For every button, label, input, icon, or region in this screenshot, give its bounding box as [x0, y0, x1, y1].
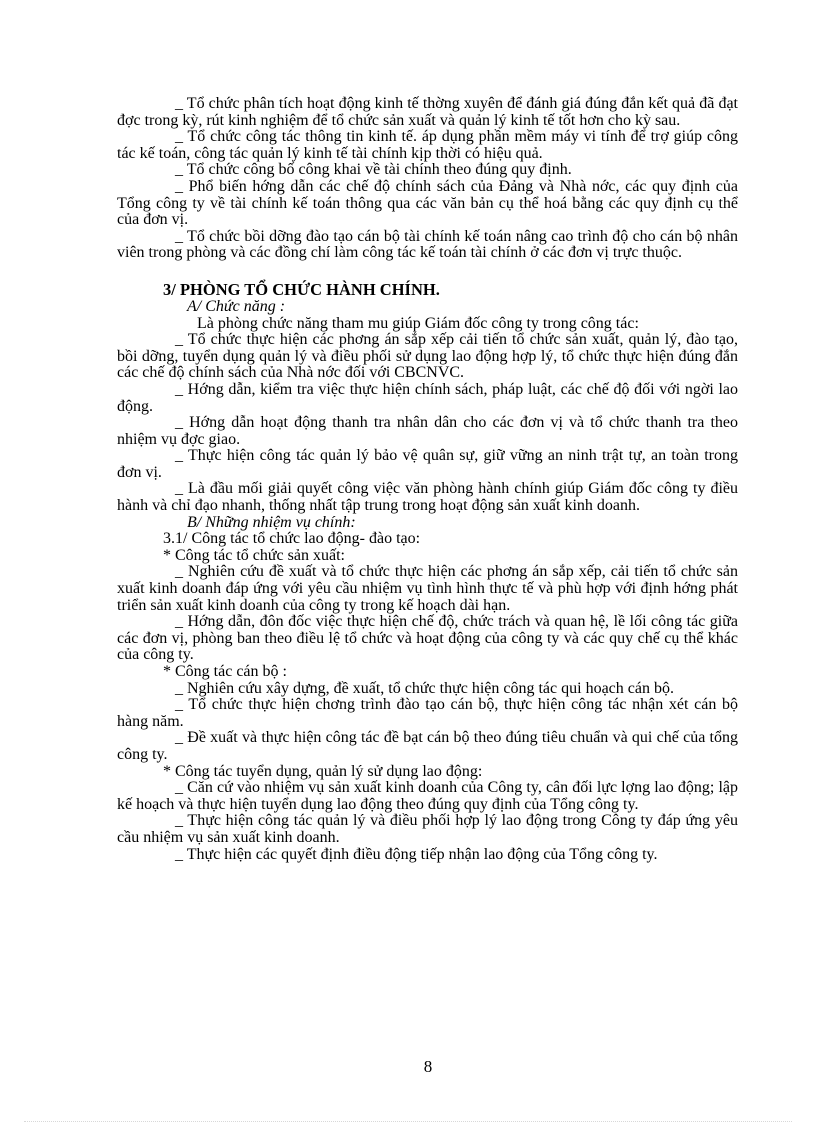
paragraph: _ Đề xuất và thực hiện công tác đề bạt cán bộ theo đúng tiêu chuẩn và qui chế của tổng công ty.: [117, 729, 738, 763]
paragraph: _ Tổ chức bồi dỡng đào tạo cán bộ tài chính kế toán nâng cao trình độ cho cán bộ nhân viên trong phòng và các đồng chí làm công tác kế toán tài chính ở các đơn vị trực thuộc.: [117, 227, 738, 262]
paragraph: _ Thực hiện công tác quản lý và điều phối hợp lý lao động trong Công ty đáp ứng yêu cầu nhiệm vụ sản xuất kinh doanh.: [117, 812, 738, 846]
subsection-b-item-title: 3.1/ Công tác tổ chức lao động- đào tạo:: [163, 530, 421, 548]
paragraph: _ Tổ chức thực hiện các phơng án sắp xếp cải tiến tổ chức sản xuất, quản lý, đào tạo, bồi dỡng, tuyển dụng quản lý và điều phối sử dụng lao động hợp lý, tổ chức thực hiện đúng đắn các chế độ chính sách của Nhà nớc đối với CBCNVC.: [117, 331, 738, 382]
star-heading: * Công tác tuyển dụng, quản lý sử dụng lao động:: [163, 762, 483, 780]
page-number: 8: [423, 1057, 433, 1076]
subsection-b-title: B/ Những nhiệm vụ chính:: [187, 513, 356, 531]
paragraph: _ Thực hiện các quyết định điều động tiếp nhận lao động của Tổng công ty.: [175, 845, 658, 863]
subsection-a-title: A/ Chức năng :: [187, 297, 286, 315]
paragraph: _ Hớng dẫn, kiểm tra việc thực hiện chính sách, pháp luật, các chế độ đối với ngời lao động.: [117, 380, 738, 415]
star-heading: * Công tác tổ chức sản xuất:: [163, 546, 345, 564]
paragraph: _ Tổ chức công bố công khai về tài chính theo đúng quy định.: [175, 161, 572, 179]
subsection-a-intro: Là phòng chức năng tham mu giúp Giám đốc công ty trong công tác:: [197, 314, 639, 332]
document-body: [117, 96, 738, 863]
paragraph: _ Phổ biến hớng dẫn các chế độ chính sách của Đảng và Nhà nớc, các quy định của Tổng công ty về tài chính kế toán thông qua các văn bản cụ thể hoá bằng các quy định cụ thể của đơn vị.: [117, 177, 738, 229]
footer-divider: [24, 1121, 792, 1122]
paragraph: _ Tổ chức phân tích hoạt động kinh tế thờng xuyên để đánh giá đúng đắn kết quả đã đạt đợc trong kỳ, rút kinh nghiệm để tổ chức sản xuất và quản lý kinh tế tốt hơn cho kỳ sau.: [117, 95, 738, 129]
section-heading: 3/ PHÒNG TỔ CHỨC HÀNH CHÍNH.: [163, 279, 440, 299]
paragraph: _ Thực hiện công tác quản lý bảo vệ quân sự, giữ vững an ninh trật tự, an toàn trong đơn vị.: [117, 447, 738, 481]
paragraph: _ Nghiên cứu xây dựng, đề xuất, tổ chức thực hiện công tác qui hoạch cán bộ.: [175, 679, 674, 697]
star-heading: * Công tác cán bộ :: [163, 663, 287, 680]
paragraph: _ Hớng dẫn hoạt động thanh tra nhân dân cho các đơn vị và tổ chức thanh tra theo nhiệm vụ đợc giao.: [117, 414, 738, 448]
paragraph: _ Là đầu mối giải quyết công việc văn phòng hành chính giúp Giám đốc công ty điều hành và chỉ đạo nhanh, thống nhất tập trung trong hoạt động sản xuất kinh doanh.: [117, 480, 738, 515]
paragraph: _ Nghiên cứu đề xuất và tổ chức thực hiện các phơng án sắp xếp, cải tiến tổ chức sản xuất kinh doanh đáp ứng với yêu cầu nhiệm vụ tình hình thực tế và phù hợp với định hớng phát triển sản xuất kinh doanh của công ty trong kế hoạch dài hạn.: [117, 563, 738, 614]
paragraph: _ Tổ chức công tác thông tin kinh tế. áp dụng phần mềm máy vi tính để trợ giúp công tác kế toán, công tác quản lý kinh tế tài chính kịp thời có hiệu quả.: [117, 128, 738, 162]
paragraph: _ Căn cứ vào nhiệm vụ sản xuất kinh doanh của Công ty, cân đối lực lợng lao động; lập kế hoạch và thực hiện tuyển dụng lao động theo đúng quy định của Tổng công ty.: [117, 779, 738, 813]
paragraph: _ Hớng dẫn, đôn đốc việc thực hiện chế độ, chức trách và quan hệ, lề lối công tác giữa các đơn vị, phòng ban theo điều lệ tổ chức và hoạt động của công ty và các quy chế cụ thể khác của công ty.: [117, 613, 738, 664]
paragraph: _ Tổ chức thực hiện chơng trình đào tạo cán bộ, thực hiện công tác nhận xét cán bộ hàng năm.: [117, 696, 738, 730]
